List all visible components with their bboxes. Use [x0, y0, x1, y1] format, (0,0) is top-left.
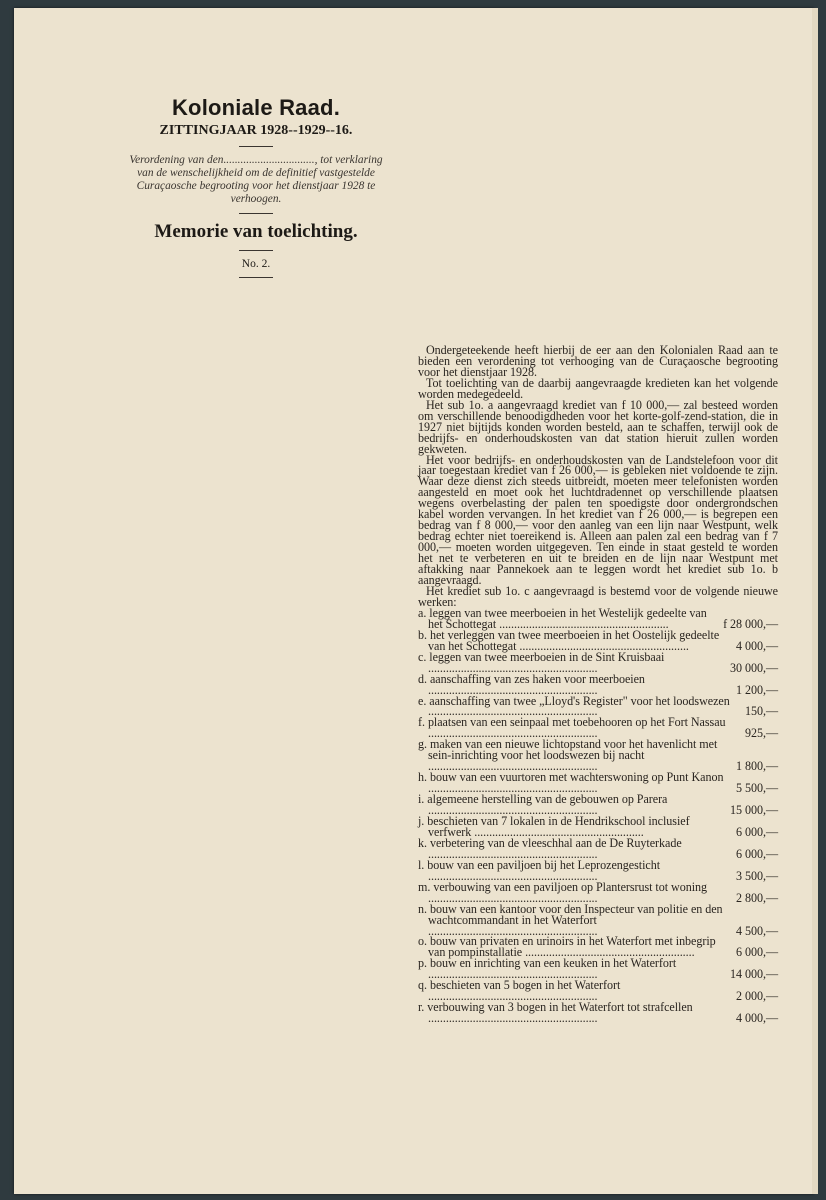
work-description: c. leggen van twee meerboeien in de Sint Kruisbaai ......................................................... [418, 649, 665, 675]
works-list-item [418, 794, 778, 816]
work-amount: 6 000,— [736, 846, 778, 861]
work-amount: 5 500,— [736, 781, 778, 796]
work-text: beschieten van 7 lokalen in de Hendrikschool inclusief verfwerk [427, 813, 690, 839]
divider [239, 250, 273, 251]
works-list-item [418, 605, 778, 631]
work-label: h. [418, 770, 427, 785]
work-amount: 2 000,— [736, 989, 778, 1004]
work-amount: 925,— [744, 726, 778, 741]
work-description: e. aanschaffing van twee „Lloyd's Register" voor het loodswezen ......................................................... [418, 693, 730, 719]
document-number: No. 2. [241, 258, 271, 270]
work-description: l. bouw van een paviljoen bij het Leprozengesticht ......................................................... [418, 857, 661, 883]
work-description: o. bouw van privaten en urinoirs in het Waterfort met inbegrip van pompinstallatie ......................................................... [418, 934, 716, 960]
work-label: k. [418, 835, 427, 850]
work-description: p. bouw en inrichting van een keuken in het Waterfort ......................................................... [418, 956, 677, 982]
work-label: n. [418, 901, 427, 916]
work-text: aanschaffing van zes haken voor meerboeien [429, 671, 645, 686]
work-text: bouw van een kantoor voor den Inspecteur van politie en den wachtcommandant in het Waterfort [428, 901, 723, 927]
works-list-item [418, 649, 778, 675]
work-description: a. leggen van twee meerboeien in het Westelijk gedeelte van het Schottegat ......................................................... [418, 605, 707, 631]
divider [239, 146, 273, 147]
work-description: k. verbetering van de vleeschhal aan de De Ruyterkade ......................................................... [418, 835, 682, 861]
work-label: q. [418, 978, 427, 993]
works-list-item [418, 671, 778, 697]
work-amount: 4 000,— [736, 1011, 778, 1026]
work-amount: 6 000,— [736, 945, 778, 960]
work-description: q. beschieten van 5 bogen in het Waterfort ......................................................... [418, 978, 621, 1004]
divider [239, 213, 273, 214]
works-list-item [418, 717, 778, 739]
work-text: maken van een nieuwe lichtopstand voor het havenlicht met sein-inrichting voor het loodswezen bij nacht [428, 737, 718, 763]
work-label: j. [418, 813, 425, 828]
memo-body [418, 345, 778, 1024]
work-amount: 4 000,— [736, 638, 778, 653]
work-amount: 1 800,— [736, 759, 778, 774]
work-amount: 3 500,— [736, 868, 778, 883]
work-amount: 4 500,— [736, 923, 778, 938]
work-text: verbouwing van 3 bogen in het Waterfort tot strafcellen [427, 1000, 693, 1015]
work-description: d. aanschaffing van zes haken voor meerboeien ......................................................... [418, 671, 645, 697]
work-amount: 14 000,— [730, 967, 778, 982]
works-list-item [418, 835, 778, 861]
works-list-item [418, 693, 778, 719]
paragraph-credit-b: Het voor bedrijfs- en onderhoudskosten van de Landstelefoon voor dit jaar toegestaan krediet van f 26 000,— is gebleken niet voldoende te zijn. Waar deze dienst zich steeds uitbreidt, moeten meer telefonisten worden aangesteld en moet ook het luchtdradennet op verschillende plaatsen wegens overbelasting der palen ten spoedigste door ondergrondschen kabel worden vervangen. In het krediet van f 26 000,— is begrepen een bedrag van f 8 000,— voor den aanleg van een lijn naar Westpunt, welk bedrag echter niet toereikend is. Alleen aan palen zal een bedrag van f 7 000,— moeten worden uitgegeven. Ten einde in staat gesteld te worden het net te verbeteren en uit te breiden en de lijn naar Westpunt met aftakking naar Pannekoek aan te leggen wordt het krediet sub 1o. b aangevraagd. [418, 452, 778, 588]
work-text: bouw en inrichting van een keuken in het Waterfort [429, 956, 677, 971]
work-description: m. verbouwing van een paviljoen op Plantersrust tot woning ......................................................... [418, 879, 708, 905]
work-label: r. [418, 1000, 425, 1015]
work-description: b. het verleggen van twee meerboeien in het Oostelijk gedeelte van het Schottegat ......................................................... [418, 627, 720, 653]
works-list-item [418, 627, 778, 653]
work-label: d. [418, 671, 427, 686]
work-label: i. [418, 792, 425, 807]
works-list-item [418, 739, 778, 772]
paragraph-explanation: Tot toelichting van de daarbij aangevraagde kredieten kan het volgende worden medegedeeld. [418, 375, 778, 401]
work-label: f. [418, 715, 425, 730]
work-text: aanschaffing van twee „Lloyd's Register" voor het loodswezen [429, 693, 730, 708]
session-year: ZITTINGJAAR 1928--1929--16. [159, 123, 353, 138]
document-header [116, 95, 396, 285]
work-label: m. [418, 879, 431, 894]
works-list-item [418, 958, 778, 980]
work-amount: 2 800,— [736, 890, 778, 905]
work-label: a. [418, 605, 427, 620]
council-title: Koloniale Raad. [171, 95, 341, 120]
work-amount: 6 000,— [736, 824, 778, 839]
work-text: verbouwing van een paviljoen op Plantersrust tot woning [433, 879, 708, 894]
work-text: beschieten van 5 bogen in het Waterfort [429, 978, 621, 993]
paragraph-credit-a: Het sub 1o. a aangevraagd krediet van f 10 000,— zal besteed worden om verschillende benoodigdheden voor het korte-golf-zend-station, die in 1927 niet bijtijds konden worden besteld, aan te schaffen, terwijl ook de bedrijfs- en onderhoudskosten van dat station hieruit zullen worden gekweten. [418, 397, 778, 456]
work-amount: 1 200,— [736, 682, 778, 697]
works-list-item [418, 879, 778, 905]
work-label: o. [418, 934, 427, 949]
works-list-item [418, 980, 778, 1002]
works-list-item [418, 936, 778, 958]
work-text: leggen van twee meerboeien in de Sint Kruisbaai [429, 649, 665, 664]
work-description: i. algemeene herstelling van de gebouwen op Parera ......................................................... [418, 792, 668, 818]
work-label: l. [418, 857, 425, 872]
work-text: plaatsen van een seinpaal met toebehooren op het Fort Nassau [427, 715, 726, 730]
work-description: j. beschieten van 7 lokalen in de Hendrikschool inclusief verfwerk ......................................................... [418, 813, 690, 839]
work-description: g. maken van een nieuwe lichtopstand voor het havenlicht met sein-inrichting voor het loodswezen bij nacht ......................................................... [418, 737, 718, 774]
works-list-item [418, 857, 778, 883]
work-text: het verleggen van twee meerboeien in het Oostelijk gedeelte van het Schottegat [428, 627, 720, 653]
work-label: e. [418, 693, 427, 708]
memo-title: Memorie van toelichting. [154, 221, 358, 242]
work-amount: 150,— [744, 704, 778, 719]
work-text: verbetering van de vleeschhal aan de De Ruyterkade [429, 835, 682, 850]
work-amount: 30 000,— [730, 660, 778, 675]
work-description: r. verbouwing van 3 bogen in het Waterfort tot strafcellen ......................................................... [418, 1000, 693, 1026]
page-edge [812, 8, 818, 1194]
work-amount: f 28 000,— [723, 616, 778, 631]
work-label: p. [418, 956, 427, 971]
work-text: bouw van een vuurtoren met wachterswoning op Punt Kanon [429, 770, 724, 785]
work-description: n. bouw van een kantoor voor den Inspecteur van politie en den wachtcommandant in het Waterfort ......................................................... [418, 901, 723, 938]
works-list [418, 605, 778, 1026]
work-description: h. bouw van een vuurtoren met wachterswoning op Punt Kanon ......................................................... [418, 770, 724, 796]
divider [239, 277, 273, 278]
works-list-item [418, 901, 778, 938]
work-label: c. [418, 649, 427, 664]
work-label: g. [418, 737, 427, 752]
works-list-item [418, 772, 778, 794]
work-text: bouw van een paviljoen bij het Leprozengesticht [427, 857, 661, 872]
work-text: bouw van privaten en urinoirs in het Waterfort met inbegrip van pompinstallatie [428, 934, 716, 960]
works-list-item [418, 813, 778, 839]
paragraph-intro: Ondergeteekende heeft hierbij de eer aan den Kolonialen Raad aan te bieden een verordening tot verhooging van de Curaçaosche begrooting voor het dienstjaar 1928. [418, 343, 778, 379]
paragraph-credit-c: Het krediet sub 1o. c aangevraagd is bestemd voor de volgende nieuwe werken: [418, 583, 778, 609]
work-label: b. [418, 627, 427, 642]
works-list-item [418, 1002, 778, 1024]
work-description: f. plaatsen van een seinpaal met toebehooren op het Fort Nassau ......................................................... [418, 715, 726, 741]
work-text: leggen van twee meerboeien in het Westelijk gedeelte van het Schottegat [428, 605, 707, 631]
ordinance-description: Verordening van den................................, tot verklaring van de wenschelijkheid om de definitief vastgestelde Curaçaosche begrooting voor het dienstjaar 1928 te verhoogen. [129, 154, 383, 205]
work-text: algemeene herstelling van de gebouwen op Parera [427, 792, 668, 807]
work-amount: 15 000,— [730, 803, 778, 818]
